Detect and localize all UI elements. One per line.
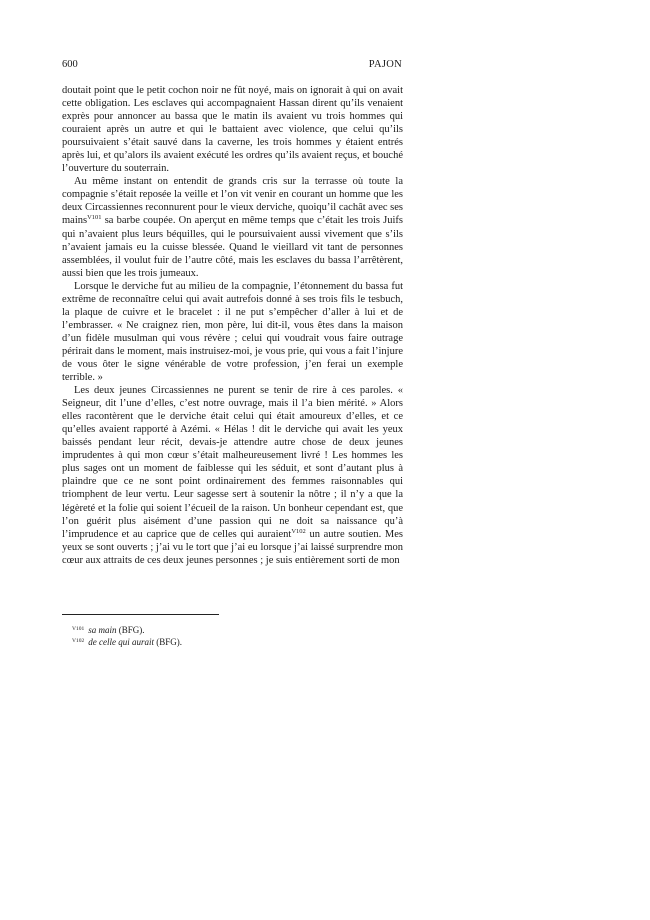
footnote-variant: sa main	[88, 625, 117, 635]
footnote-marker: V101	[72, 626, 85, 632]
paragraph: Lorsque le derviche fut au milieu de la compagnie, l’étonnement du bassa fut extrême de reconnaître celui qui avait autrefois donné à ses trois fils le tesbuch, la plaque de cuivre et le bracelet : il ne put s’empêcher d’aller à lui et de l’embrasser. « Ne craignez rien, mon père, lui dit-il, vous êtes dans la maison d’un fidèle musulman qui vous révère ; celui qui voudrait vous faire outrage périrait dans le moment, mais instruisez-moi, je vous prie, qui vous a fait l’injure de vous ôter le signe vénérable de votre profession, j’en ferai un exemple terrible. »	[62, 280, 403, 384]
variant-note-marker: V102	[291, 527, 306, 535]
footnote	[72, 624, 402, 636]
footnotes	[72, 624, 402, 648]
footnote-source: (BFG).	[156, 637, 182, 647]
footnote	[72, 636, 402, 648]
paragraph: Les deux jeunes Circassiennes ne purent se tenir de rire à ces paroles. « Seigneur, dit l’une d’elles, c’est notre ouvrage, mais il l’a bien mérité. » Alors elles racontèrent que le derviche était celui qui était amoureux d’elles, et ce qu’elles avaient rapporté à Azémi. « Hélas ! dit le derviche qui avait les yeux baissés pendant leur récit, devais-je attendre autre chose de deux jeunes imprudentes à qui mon cœur s’était malheureusement livré ! Les hommes les plus sages ont un moment de faiblesse qui les séduit, et sont d’autant plus à plaindre que ce ne sont point ordinairement des femmes raisonnables qui triomphent de leur vertu. Leur sagesse sert à soutenir la nôtre ; il n’y a que la légèreté et la folie qui soient l’écueil de la raison. Un bonheur cependant est, que l’on guérit plus aisément d’une passion qui ne doit sa naissance qu’à l’imprudence et au caprice que de celles qui auraient$^{V102}$ un autre soutien. Mes yeux se sont ouverts ; j’ai vu le tort que j’ai eu lorsque j’ai laissé surprendre mon cœur aux attraits de ces deux jeunes personnes ; je suis entièrement sorti de mon	[62, 385, 403, 566]
paragraph-continued: doutait point que le petit cochon noir ne fût noyé, mais on ignorait à qui on avait cette obligation. Les esclaves qui accompagnaient Hassan dirent qu’ils venaient exprès pour annoncer au bassa que le matin ils avaient vu trois hommes qui couraient après un autre et qui le battaient avec violence, que celui qu’ils poursuivaient s’était sauvé dans la caverne, les trois hommes y étaient entrés après lui, et qu’alors ils avaient exécuté les ordres qu’ils avaient reçus, et bouché l’ouverture du souterrain.	[62, 85, 403, 175]
footnote-variant: de celle qui aurait	[88, 637, 154, 647]
running-header	[62, 58, 402, 72]
paragraph: Au même instant on entendit de grands cris sur la terrasse où toute la compagnie s’était reposée la veille et l’on vit venir en courant un homme que les deux Circassiennes reconnurent pour le vieux derviche, quoiqu’il cachât avec ses mains$^{V101}$ sa barbe coupée. On aperçut en même temps que c’était les trois Juifs qui n’avaient plus leurs béquilles, qui le poursuivaient aussi vivement que s’ils n’avaient jamais eu la cuisse blessée. Quand le vieillard vit tant de personnes assemblées, il voulut fuir de l’autre côté, mais les esclaves du bassa l’arrêtèrent, aussi bien que les trois jumeaux.	[62, 176, 403, 279]
running-head-title: PAJON	[368, 59, 402, 70]
footnote-marker: V102	[72, 638, 85, 644]
footnote-separator	[62, 614, 219, 615]
footnote-source: (BFG).	[118, 625, 145, 635]
page-number: 600	[62, 59, 78, 70]
main-text	[62, 84, 403, 567]
variant-note-marker: V101	[87, 214, 102, 222]
